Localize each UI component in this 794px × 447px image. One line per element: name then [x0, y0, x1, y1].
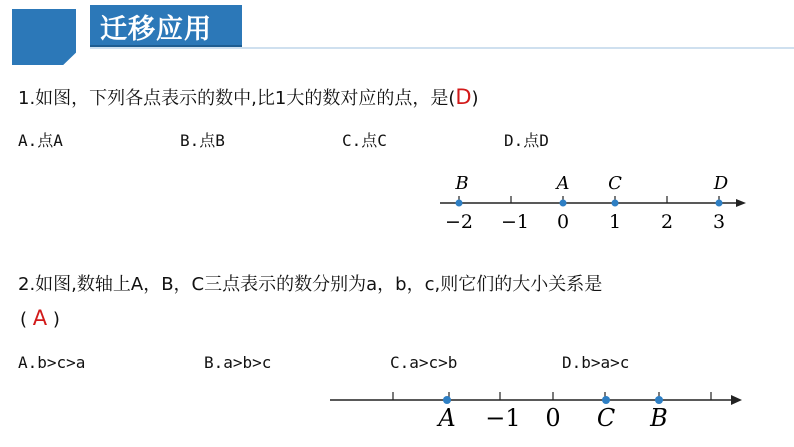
q1-option-c: C.点C [342, 131, 387, 150]
q2-option-d: D.b>a>c [562, 353, 630, 372]
question-2-answer: A [32, 306, 48, 330]
point-a-marker [443, 396, 451, 404]
question-1-close-paren: ) [471, 88, 479, 109]
section-title: 迁移应用 [100, 14, 212, 45]
number-line-1-arrow [736, 199, 746, 207]
point-a-label: A [556, 173, 570, 194]
point-d-label: D [713, 173, 729, 194]
point-b-label: B [455, 173, 469, 194]
point-c-label: C [596, 404, 616, 432]
number-line-1-tick-label: 3 [712, 211, 726, 233]
q2-option-c: C.a>c>b [390, 353, 458, 372]
question-2-text: 2.如图,数轴上A，B，C三点表示的数分别为a，b，c,则它们的大小关系是 [18, 274, 603, 295]
point-a-marker [560, 200, 567, 207]
point-d-marker [716, 200, 723, 207]
question-2-close-paren: ) [52, 309, 60, 330]
number-line-1 [440, 173, 746, 233]
point-c-marker [602, 396, 610, 404]
q1-option-a: A.点A [18, 131, 63, 150]
q2-option-b: B.a>b>c [204, 353, 272, 372]
number-line-1-tick-label: 2 [660, 211, 674, 233]
number-line-2 [330, 392, 742, 432]
point-a-label: A [438, 404, 456, 432]
question-1-answer: D [455, 85, 472, 109]
number-line-1-tick-label: −1 [500, 211, 530, 233]
number-line-1-tick-label: −2 [444, 211, 474, 233]
question-1-text: 1.如图，下列各点表示的数中,比1大的数对应的点，是( [18, 88, 456, 109]
number-line-2-arrow [731, 395, 742, 405]
q1-option-b: B.点B [180, 131, 225, 150]
q1-option-d: D.点D [504, 131, 549, 150]
number-line-2-tick-label: −1 [485, 404, 521, 432]
point-c-marker [612, 200, 619, 207]
number-line-2-tick-label: 0 [545, 404, 561, 432]
number-line-1-tick-label: 0 [556, 211, 570, 233]
question-2-open-paren: ( [20, 309, 28, 330]
point-c-label: C [608, 173, 622, 194]
q2-option-a: A.b>c>a [18, 353, 86, 372]
point-b-label: B [650, 404, 668, 432]
number-line-1-tick-label: 1 [608, 211, 622, 233]
point-b-marker [456, 200, 463, 207]
question-2-answer-line [20, 306, 60, 330]
point-b-marker [655, 396, 663, 404]
